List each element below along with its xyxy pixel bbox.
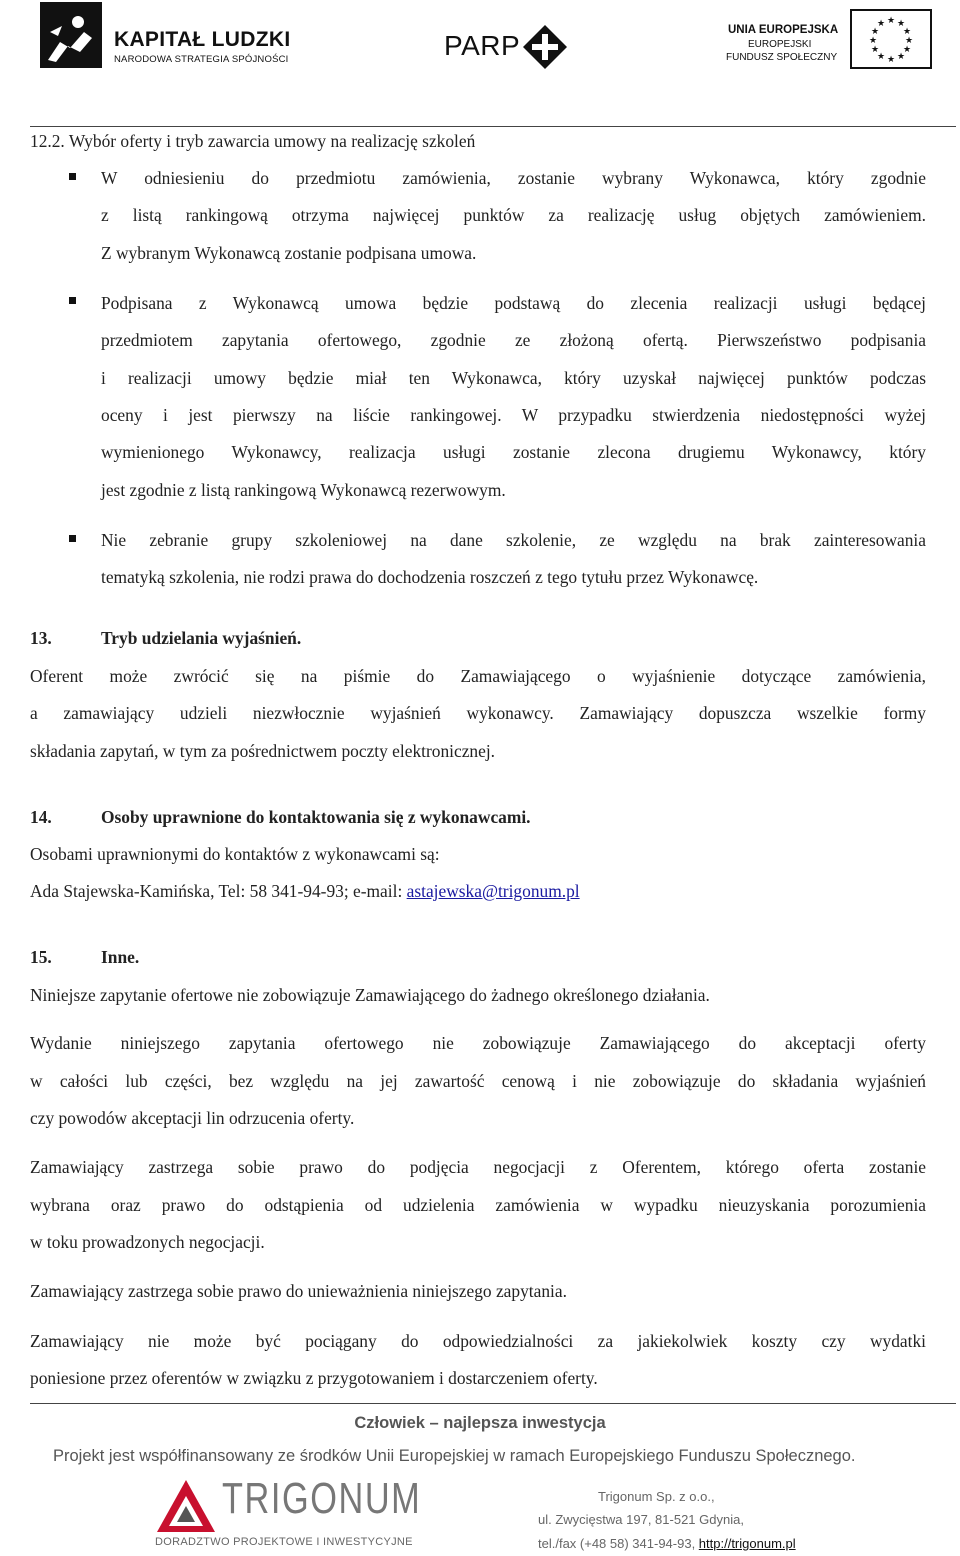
svg-text:★: ★ — [868, 36, 878, 46]
bullet-square-icon — [69, 297, 76, 304]
section-13-line2: a zamawiający udzieli niezwłocznie wyjaśnień wykonawcy. Zamawiający dopuszcza wszelkie formy — [30, 703, 926, 723]
bullet1-line3: Z wybranym Wykonawcą zostanie podpisana umowa. — [101, 243, 477, 263]
parp-logo-icon — [522, 24, 568, 70]
bullet2-line2: przedmiotem zapytania ofertowego, zgodnie ze złożoną ofertą. Pierwszeństwo podpisania — [101, 330, 926, 350]
contact-email-link[interactable]: astajewska@trigonum.pl — [406, 881, 580, 901]
section-15-title: Inne. — [101, 947, 140, 967]
section-15-p1: Niniejsze zapytanie ofertowe nie zobowiązuje Zamawiającego do żadnego określonego działania. — [30, 985, 710, 1005]
header-divider — [30, 126, 956, 127]
bullet2-line5: wymienionego Wykonawcy, realizacja usługi zostanie zlecona drugiemu Wykonawcy, który — [101, 442, 926, 462]
bullet2-line3: i realizacji umowy będzie miał ten Wykonawca, który uzyskał najwięcej punktów podczas — [101, 368, 926, 388]
parp-logo-text: PARP — [444, 30, 521, 61]
bullet-square-icon — [69, 173, 76, 180]
section-15-p2-line3: czy powodów akceptacji lin odrzucenia oferty. — [30, 1108, 355, 1128]
bullet3-line2: tematyką szkolenia, nie rodzi prawa do dochodzenia roszczeń z tego tytułu przez Wykonawcę. — [101, 567, 759, 587]
kapital-ludzki-subtitle: NARODOWA STRATEGIA SPÓJNOŚCI — [114, 54, 289, 65]
svg-text:★: ★ — [876, 52, 886, 62]
section-14-title: Osoby uprawnione do kontaktowania się z wykonawcami. — [101, 807, 531, 827]
svg-text:★: ★ — [902, 27, 912, 37]
footer-divider — [30, 1403, 956, 1404]
section-13-title: Tryb udzielania wyjaśnień. — [101, 628, 302, 648]
svg-text:★: ★ — [886, 55, 896, 65]
bullet2-line1: Podpisana z Wykonawcą umowa będzie podstawą do zlecenia realizacji usługi będącej — [101, 293, 926, 313]
company-name: Trigonum Sp. z o.o., — [598, 1489, 715, 1504]
trigonum-logo-text: TRIGONUM — [222, 1474, 422, 1523]
section-15-number: 15. — [30, 947, 52, 967]
ue-logo-line2: EUROPEJSKI — [748, 39, 812, 50]
svg-text:★: ★ — [876, 19, 886, 29]
section-12-2-heading: 12.2. Wybór oferty i tryb zawarcia umowy na realizację szkoleń — [30, 131, 476, 151]
section-15-p2-line2: w całości lub części, bez względu na jej zawartość cenową i nie zobowiązuje do składania wyjaśnień — [30, 1071, 926, 1091]
svg-text:★: ★ — [886, 16, 896, 26]
footer-slogan: Człowiek – najlepsza inwestycja — [354, 1414, 606, 1432]
section-13-line3: składania zapytań, w tym za pośrednictwem poczty elektronicznej. — [30, 741, 496, 761]
section-15-p2-line1: Wydanie niniejszego zapytania ofertowego nie zobowiązuje Zamawiającego do akceptacji oferty — [30, 1033, 926, 1053]
contact-line — [30, 881, 580, 901]
section-15-p5-line1: Zamawiający nie może być pociągany do odpowiedzialności za jakiekolwiek koszty czy wydatki — [30, 1331, 926, 1351]
kapital-ludzki-logo-icon — [40, 2, 102, 68]
company-website-link[interactable]: http://trigonum.pl — [698, 1536, 796, 1551]
company-street: ul. Zwycięstwa 197, 81-521 Gdynia, — [538, 1512, 744, 1527]
section-15-p3-line1: Zamawiający zastrzega sobie prawo do podjęcia negocjacji z Oferentem, którego oferta zostanie — [30, 1157, 926, 1177]
bullet1-line2: z listą rankingową otrzyma najwięcej punktów za realizację usług objętych zamówieniem. — [101, 205, 926, 225]
footer-project-note: Projekt jest współfinansowany ze środków Unii Europejskiej w ramach Europejskiego Funduszu Społecznego. — [53, 1447, 856, 1465]
svg-text:★: ★ — [870, 27, 880, 37]
svg-text:★: ★ — [896, 19, 906, 29]
trigonum-tagline: DORADZTWO PROJEKTOWE I INWESTYCYJNE — [155, 1536, 413, 1548]
eu-flag-icon — [850, 9, 932, 69]
company-phone: tel./fax (+48 58) 341-94-93, — [538, 1536, 699, 1551]
svg-text:★: ★ — [870, 45, 880, 55]
bullet2-line4: oceny i jest pierwszy na liście rankingowej. W przypadku stwierdzenia niedostępności wyżej — [101, 405, 926, 425]
section-14-line1: Osobami uprawnionymi do kontaktów z wykonawcami są: — [30, 844, 440, 864]
bullet1-line1: W odniesieniu do przedmiotu zamówienia, zostanie wybrany Wykonawca, który zgodnie — [101, 168, 926, 188]
svg-text:★: ★ — [904, 36, 914, 46]
section-13-line1: Oferent może zwrócić się na piśmie do Zamawiającego o wyjaśnienie dotyczące zamówienia, — [30, 666, 926, 686]
svg-text:★: ★ — [896, 52, 906, 62]
trigonum-logo-icon — [155, 1478, 217, 1534]
bullet-square-icon — [69, 535, 76, 542]
ue-logo-line1: UNIA EUROPEJSKA — [728, 24, 839, 36]
kapital-ludzki-title: KAPITAŁ LUDZKI — [114, 28, 291, 51]
section-13-number: 13. — [30, 628, 52, 648]
section-15-p5-line2: poniesione przez oferentów w związku z przygotowaniem i dostarczeniem oferty. — [30, 1368, 598, 1388]
section-15-p3-line2: wybrana oraz prawo do odstąpienia od udzielenia zamówienia w wypadku nieuzyskania porozumienia — [30, 1195, 926, 1215]
section-14-number: 14. — [30, 807, 52, 827]
section-15-p3-line3: w toku prowadzonych negocjacji. — [30, 1232, 265, 1252]
company-contact — [538, 1536, 796, 1551]
contact-person: Ada Stajewska-Kamińska, Tel: 58 341-94-93; e-mail: — [30, 881, 407, 901]
ue-logo-line3: FUNDUSZ SPOŁECZNY — [726, 52, 838, 63]
bullet3-line1: Nie zebranie grupy szkoleniowej na dane szkolenie, ze względu na brak zainteresowania — [101, 530, 926, 550]
section-15-p4: Zamawiający zastrzega sobie prawo do unieważnienia niniejszego zapytania. — [30, 1281, 567, 1301]
bullet2-line6: jest zgodnie z listą rankingową Wykonawcą rezerwowym. — [101, 480, 506, 500]
svg-text:★: ★ — [902, 45, 912, 55]
